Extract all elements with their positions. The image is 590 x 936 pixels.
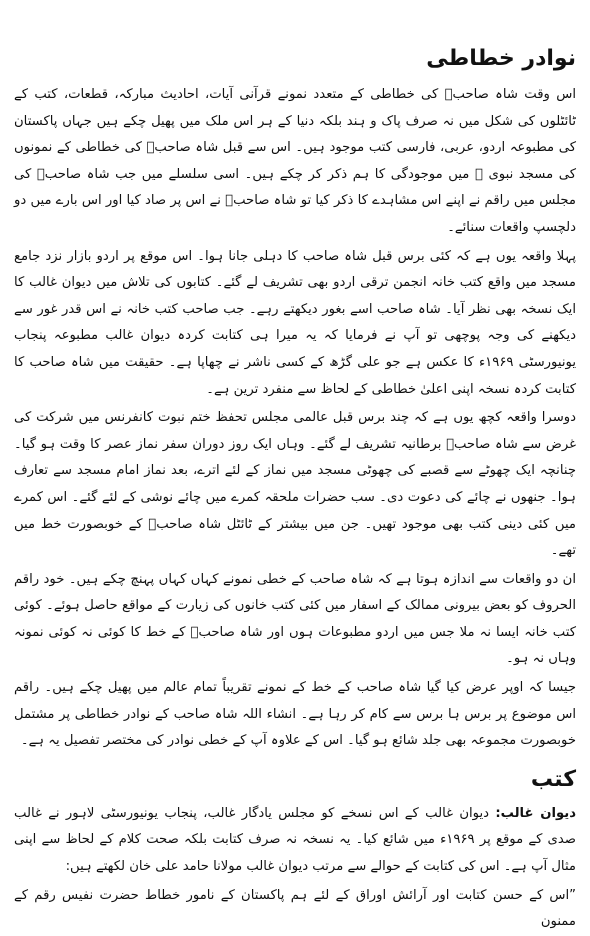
section-heading-books: کتب: [530, 766, 576, 792]
section-heading-calligraphy-rarities: نوادر خطاطی: [426, 46, 576, 71]
paragraph-first-incident: پہلا واقعہ یوں ہے کہ کئی برس قبل شاہ صاحب کا دہلی جانا ہوا۔ اس موقع پر اردو بازار نزد جامع مسجد میں واقع کتب خانہ انجمن ترقی اردو بھی تشریف لے گئے۔ کتابوں کی تلاش میں دیوان غالب کا ایک نسخہ بھی نظر آیا۔ شاہ صاحب اسے بغور دیکھتے رہے۔ جب صاحب کتب خانہ نے اس قدر غور سے دیکھنے کی وجہ پوچھی تو آپ نے فرمایا کہ یہ میرا ہی کتابت کردہ دیوان غالب مطبوعہ پنجاب یونیورسٹی ۱۹۶۹ء کا عکس ہے جو علی گڑھ کے کسی ناشر نے چھاپا ہے۔ حقیقت میں شاہ صاحب کا کتابت کردہ نسخہ اپنی اعلیٰ خطاطی کے لحاظ سے منفرد ترین ہے۔: [14, 248, 576, 397]
diwan-ghalib-lead: دیوان غالب:: [495, 805, 576, 821]
paragraph-summary: جیسا کہ اوپر عرض کیا گیا شاہ صاحب کے خط کے نمونے تقریباً تمام عالم میں پھیل چکے ہیں۔ راقم اس موضوع پر برس ہا برس سے کام کر رہا ہے۔ انشاء اللہ شاہ صاحب کے نوادر خطاطی پر مشتمل خوبصورت مجموعہ بھی جلد شائع ہو گیا۔ اس کے علاوہ آپ کے خطی نوادر کی مختصر تفصیل یہ ہے۔: [14, 680, 576, 749]
paragraph-intro: اس وقت شاہ صاحبؒ کی خطاطی کے متعدد نمونے قرآنی آیات، احادیث مبارکہ، قطعات، کتب کے ٹائٹلوں کی شکل میں نہ صرف پاک و ہند بلکہ دنیا کے ہر اس ملک میں پھیل چکے ہیں جہاں پاکستان کی مطبوعہ اردو، عربی، فارسی کتب موجود ہیں۔ اس سے قبل شاہ صاحبؒ کی خطاطی کے نمونوں کی مسجد نبوی ﷺ میں موجودگی کا ہم ذکر کر چکے ہیں۔ اسی سلسلے میں جب شاہ صاحبؒ کی مجلس میں راقم نے اپنے اس مشاہدے کا ذکر کیا تو شاہ صاحبؒ نے اس پر صاد کیا اور اس بارے میں دو دلچسپ واقعات سنائے۔: [14, 87, 576, 235]
paragraph-diwan-ghalib: [14, 801, 576, 881]
paragraph-second-incident: دوسرا واقعہ کچھ یوں ہے کہ چند برس قبل عالمی مجلس تحفظ ختم نبوت کانفرنس میں شرکت کی غرض سے شاہ صاحبؒ برطانیہ تشریف لے گئے۔ وہاں ایک روز دوران سفر نماز عصر کا وقت ہو گیا۔ چنانچہ ایک چھوٹے سے قصبے کی چھوٹی مسجد میں نماز کے لئے اترے، بعد نماز امام مسجد سے تعارف ہوا۔ جنھوں نے چائے کی دعوت دی۔ سب حضرات ملحقہ کمرے میں چائے نوشی کے لئے گئے۔ اس کمرے میں کئی دینی کتب بھی موجود تھیں۔ جن میں بیشتر کے ٹائٹل شاہ صاحبؒ کے خوبصورت خط میں تھے۔: [14, 410, 576, 559]
paragraph-quote: ”اس کے حسن کتابت اور آرائش اوراق کے لئے ہم پاکستان کے نامور خطاط حضرت نفیس رقم کے ممنون: [14, 887, 576, 930]
diwan-ghalib-text: دیوان غالب کے اس نسخے کو مجلس یادگار غالب، پنجاب یونیورسٹی لاہور نے غالب صدی کے موقع پر ۱۹۶۹ء میں شائع کیا۔ یہ نسخہ نہ صرف کتابت بلکہ صحت کلام کے لحاظ سے اپنی مثال آپ ہے۔ اس کی کتابت کے حوالے سے مرتب دیوان غالب مولانا حامد علی خان لکھتے ہیں:: [14, 805, 576, 875]
paragraph-conclusion: ان دو واقعات سے اندازہ ہوتا ہے کہ شاہ صاحب کے خطی نمونے کہاں کہاں پہنچ چکے ہیں۔ خود راقم الحروف کو بعض بیرونی ممالک کے اسفار میں کئی کتب خانوں کی زیارت کے مواقع حاصل ہوئے۔ کوئی کتب خانہ ایسا نہ ملا جس میں اردو مطبوعات ہوں اور شاہ صاحبؒ کے خط کا کوئی نہ کوئی نمونہ وہاں نہ ہو۔: [14, 571, 576, 667]
